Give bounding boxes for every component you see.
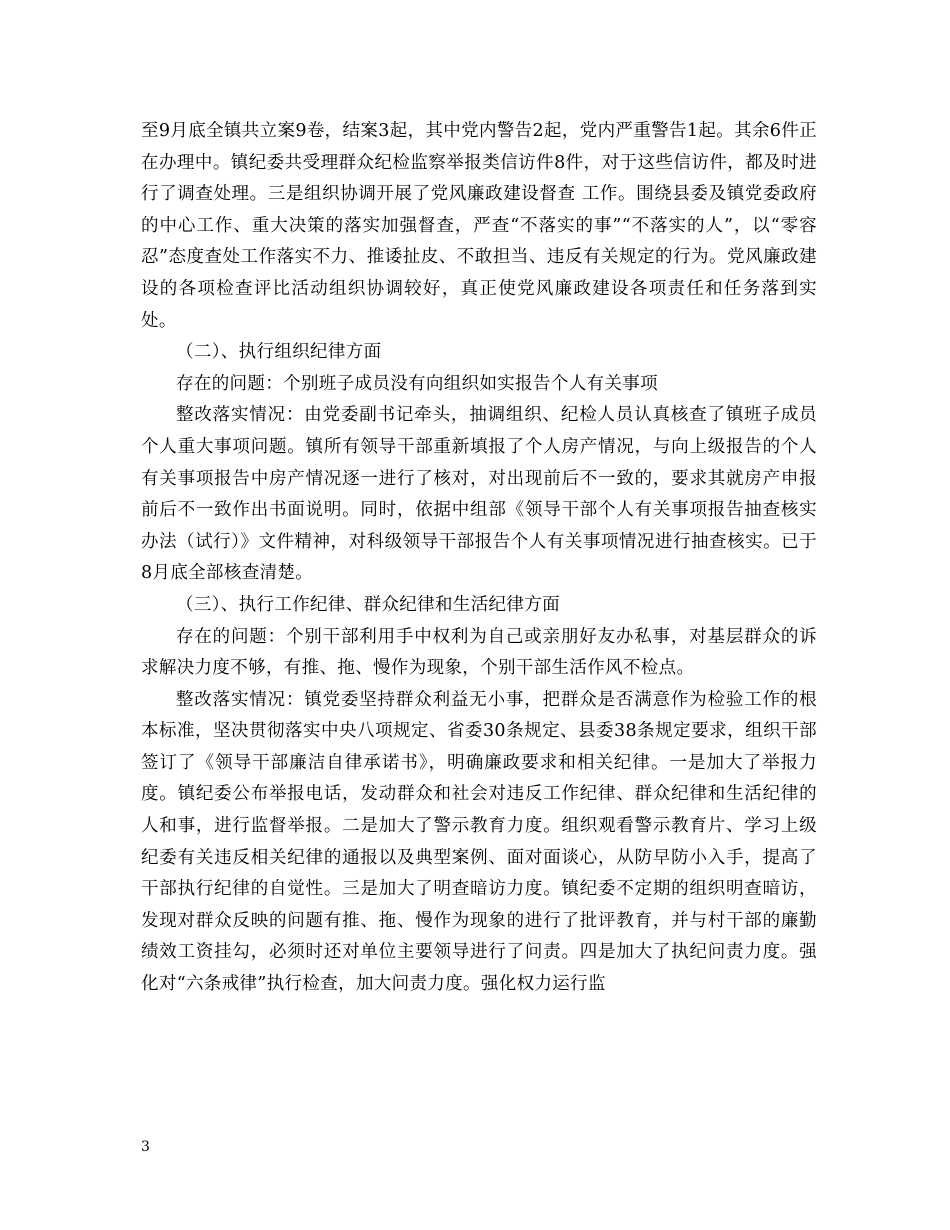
- problem-paragraph: 存在的问题：个别班子成员没有向组织如实报告个人有关事项: [176, 373, 658, 394]
- paragraph-continued: 至9月底全镇共立案9卷，结案3起，其中党内警告2起，党内严重警告1起。其余6件正在办理中。镇纪委共受理群众纪检监察举报类信访件8件，对于这些信访件，都及时进行了调查处理。三是组织协调开展了党风廉政建设督查 工作。围绕县委及镇党委政府的中心工作、重大决策的落实加强督查，严查“不落实的事”“不落实的人”，以“零容忍”态度查处工作落实不力、推诿扯皮、不敢担当、违反有关规定的行为。党风廉政建设的各项检查评比活动组织协调较好，真正使党风廉政建设各项责任和任务落到实处。: [141, 121, 817, 331]
- rectification-paragraph: 整改落实情况：镇党委坚持群众利益无小事，把群众是否满意作为检验工作的根本标准，坚决贯彻落实中央八项规定、省委30条规定、县委38条规定要求，组织干部签订了《领导干部廉洁自律承诺书》，明确廉政要求和相关纪律。一是加大了举报力度。镇纪委公布举报电话，发动群众和社会对违反工作纪律、群众纪律和生活纪律的人和事，进行监督举报。二是加大了警示教育力度。组织观看警示教育片、学习上级纪委有关违反相关纪律的通报以及典型案例、面对面谈心，从防早防小入手，提高了干部执行纪律的自觉性。三是加大了明查暗访力度。镇纪委不定期的组织明查暗访，发现对群众反映的问题有推、拖、慢作为现象的进行了批评教育，并与村干部的廉勤绩效工资挂勾，必须时还对单位主要领导进行了问责。四是加大了执纪问责力度。强化对“六条戒律”执行检查，加大问责力度。强化权力运行监: [141, 689, 817, 995]
- section-heading-2: （二）、执行组织纪律方面: [176, 342, 382, 363]
- problem-paragraph: 存在的问题：个别干部利用手中权利为自己或亲朋好友办私事，对基层群众的诉求解决力度不够，有推、拖、慢作为现象，个别干部生活作风不检点。: [141, 626, 817, 679]
- document-body: [141, 116, 817, 1001]
- section-heading-3: （三）、执行工作纪律、群众纪律和生活纪律方面: [176, 594, 560, 615]
- page-number: 3: [141, 1139, 150, 1155]
- rectification-paragraph: 整改落实情况：由党委副书记牵头，抽调组织、纪检人员认真核查了镇班子成员个人重大事项问题。镇所有领导干部重新填报了个人房产情况，与向上级报告的个人有关事项报告中房产情况逐一进行了核对，对出现前后不一致的，要求其就房产申报前后不一致作出书面说明。同时，依据中组部《领导干部个人有关事项报告抽查核实办法（试行）》文件精神，对科级领导干部报告个人有关事项情况进行抽查核实。已于8月底全部核查清楚。: [141, 405, 817, 584]
